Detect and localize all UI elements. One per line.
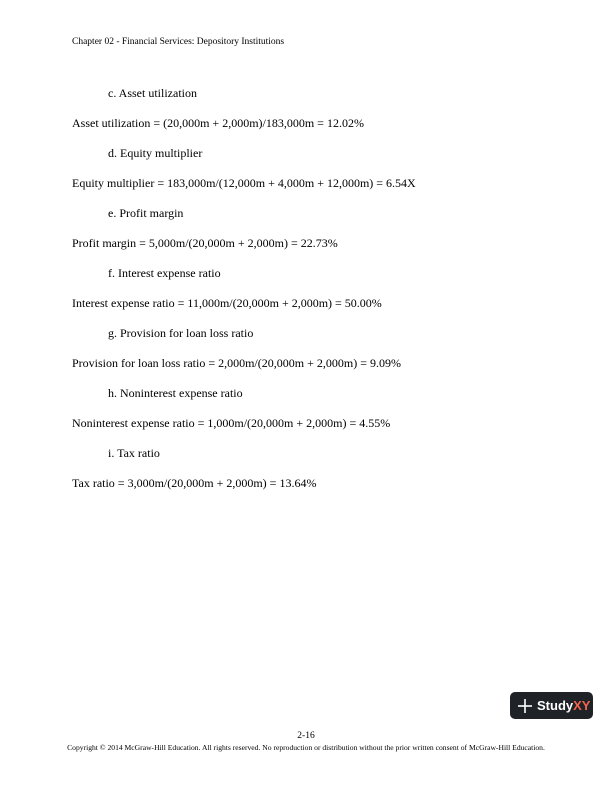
section-label: g. Provision for loan loss ratio	[108, 326, 254, 340]
formula-line: Equity multiplier = 183,000m/(12,000m + 4,000m + 12,000m) = 6.54X	[72, 176, 416, 190]
section-label: e. Profit margin	[108, 206, 184, 220]
formula-line: Interest expense ratio = 11,000m/(20,000m + 2,000m) = 50.00%	[72, 296, 382, 310]
section-noninterest-expense-ratio	[72, 386, 542, 430]
section-label: d. Equity multiplier	[108, 146, 203, 160]
section-provision-loan-loss-ratio	[72, 326, 542, 370]
formula-line: Tax ratio = 3,000m/(20,000m + 2,000m) = 13.64%	[72, 476, 317, 490]
section-interest-expense-ratio	[72, 266, 542, 310]
section-label: h. Noninterest expense ratio	[108, 386, 243, 400]
formula-line: Profit margin = 5,000m/(20,000m + 2,000m) = 22.73%	[72, 236, 338, 250]
section-label: c. Asset utilization	[108, 86, 197, 100]
formula-line: Provision for loan loss ratio = 2,000m/(20,000m + 2,000m) = 9.09%	[72, 356, 401, 370]
section-equity-multiplier	[72, 146, 542, 190]
page-footer	[60, 731, 552, 752]
section-asset-utilization	[72, 86, 542, 130]
section-tax-ratio	[72, 446, 542, 490]
chapter-header: Chapter 02 - Financial Services: Depository Institutions	[72, 37, 285, 47]
plus-icon	[518, 699, 532, 713]
brand-accent: XY	[573, 698, 591, 713]
formula-line: Asset utilization = (20,000m + 2,000m)/183,000m = 12.02%	[72, 116, 364, 130]
brand-main: Study	[537, 698, 574, 713]
formula-line: Noninterest expense ratio = 1,000m/(20,000m + 2,000m) = 4.55%	[72, 416, 391, 430]
section-label: f. Interest expense ratio	[108, 266, 221, 280]
page-number: 2-16	[297, 731, 315, 741]
copyright-notice: Copyright © 2014 McGraw-Hill Education. All rights reserved. No reproduction or distribution without the prior written consent of McGraw-Hill Education.	[67, 743, 545, 752]
document-body	[72, 86, 542, 506]
section-label: i. Tax ratio	[108, 446, 160, 460]
studyxy-badge[interactable]	[510, 692, 593, 719]
brand-logo-text	[537, 698, 590, 713]
section-profit-margin	[72, 206, 542, 250]
